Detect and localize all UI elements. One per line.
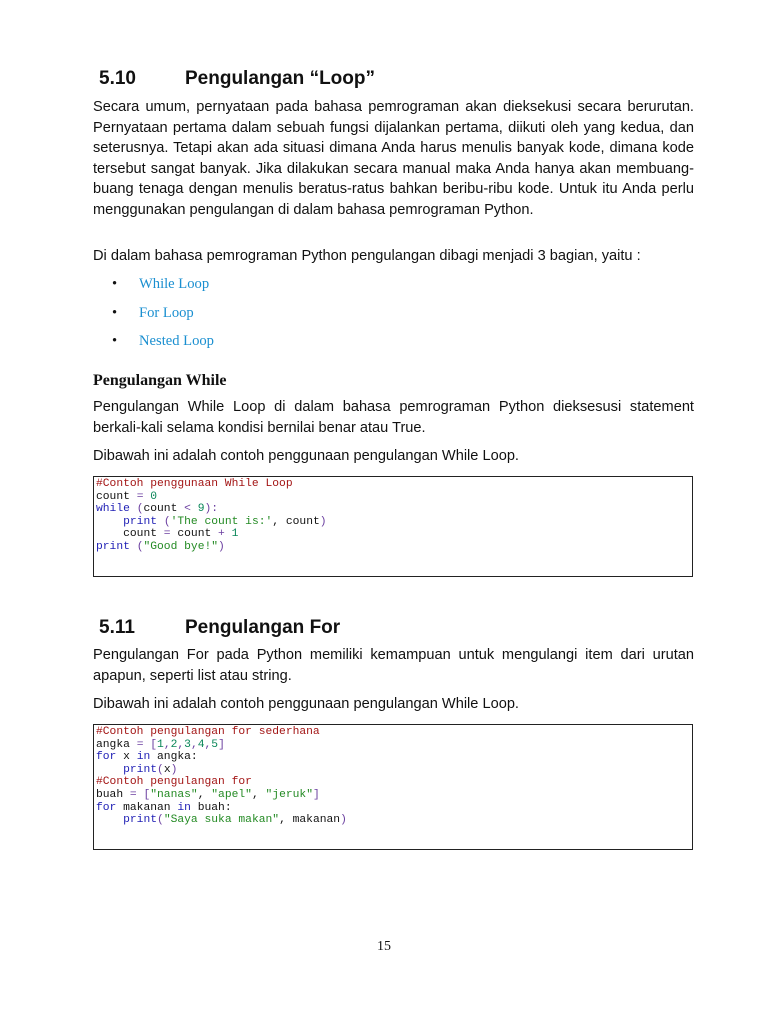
code-token: ]	[218, 738, 225, 751]
code-token: x	[116, 751, 137, 764]
code-token: =	[129, 788, 137, 801]
division-paragraph: Di dalam bahasa pemrograman Python pengulangan dibagi menjadi 3 bagian, yaitu :	[93, 248, 641, 264]
code-token: 1	[231, 528, 239, 541]
code-token: +	[218, 528, 225, 541]
code-token: print	[123, 515, 158, 528]
code-token	[96, 764, 123, 776]
code-token: count	[96, 528, 164, 541]
subheading-while: Pengulangan While	[93, 372, 227, 389]
code-line	[96, 739, 690, 752]
code-token: #Contoh pengulangan for sederhana	[96, 726, 320, 738]
while-paragraph: Pengulangan While Loop di dalam bahasa pemrograman Python dieksesusi statement berkali-kali selama kondisi bernilai benar atau True.	[93, 399, 694, 436]
code-token: 3	[184, 738, 191, 751]
code-token: ):	[204, 503, 219, 516]
code-line	[96, 776, 690, 789]
page-number: 15	[377, 939, 391, 954]
code-token: (	[163, 515, 171, 528]
code-token	[130, 541, 137, 553]
section-number: 5.10	[99, 68, 136, 89]
code-token: (	[136, 503, 144, 516]
section-title: Pengulangan “Loop”	[185, 68, 375, 89]
code-token: 2	[170, 738, 178, 751]
code-token: buah:	[190, 801, 232, 814]
code-token: x	[163, 763, 171, 776]
code-line	[96, 503, 690, 516]
code-line	[96, 789, 690, 802]
section-heading-5-11	[99, 617, 341, 639]
code-token: 4	[197, 738, 205, 751]
code-token: ,	[251, 788, 266, 801]
for-paragraph: Pengulangan For pada Python memiliki kemampuan untuk mengulangi item dari urutan apapun, seperti list atau string.	[93, 647, 694, 684]
code-token: print	[123, 814, 158, 827]
code-token: (	[136, 540, 144, 553]
while-example-intro: Dibawah ini adalah contoh penggunaan pengulangan While Loop.	[93, 448, 519, 464]
section-heading-5-10	[99, 68, 375, 90]
code-line	[96, 764, 690, 777]
code-token: angka	[96, 738, 137, 751]
code-token	[191, 503, 198, 515]
code-token: "jeruk"	[265, 788, 313, 801]
code-line	[96, 726, 690, 739]
code-token	[225, 528, 232, 540]
code-token: [	[143, 788, 151, 801]
for-code-block	[93, 724, 693, 850]
code-token: "nanas"	[150, 788, 198, 801]
bullet-icon: •	[112, 304, 118, 321]
code-token: "Good bye!"	[143, 540, 219, 553]
bullet-icon: •	[112, 333, 118, 349]
link-nested-loop[interactable]: Nested Loop	[139, 333, 214, 349]
code-token: #Contoh penggunaan While Loop	[96, 478, 293, 490]
code-token: in	[177, 801, 191, 814]
code-token: 5	[211, 738, 219, 751]
code-line	[96, 751, 690, 764]
code-token: )	[218, 540, 225, 553]
section-title: Pengulangan For	[185, 617, 341, 638]
code-token: <	[184, 503, 191, 516]
code-token: ,	[177, 738, 185, 751]
code-token: =	[136, 738, 144, 751]
code-token: 1	[157, 738, 164, 751]
code-token: angka:	[150, 751, 198, 764]
code-token: count	[143, 503, 185, 516]
code-token: #Contoh pengulangan for	[96, 776, 252, 789]
code-token: makanan	[116, 801, 178, 814]
code-line	[96, 528, 690, 541]
code-token: print	[96, 540, 130, 553]
code-token: ,	[204, 738, 212, 751]
code-token: )	[340, 814, 347, 827]
code-line	[96, 491, 690, 504]
code-token: [	[150, 738, 158, 751]
code-token: )	[170, 763, 178, 776]
code-line	[96, 478, 690, 491]
code-token: for	[96, 751, 117, 764]
code-token: 0	[150, 490, 158, 503]
code-token: ,	[197, 788, 212, 801]
code-token: ,	[163, 738, 171, 751]
code-token: print	[123, 763, 158, 776]
link-while-loop[interactable]: While Loop	[139, 276, 210, 292]
code-token	[157, 516, 164, 528]
for-example-intro: Dibawah ini adalah contoh penggunaan pengulangan While Loop.	[93, 696, 519, 712]
bullet-icon: •	[112, 276, 118, 292]
code-line	[96, 541, 690, 554]
while-code-block	[93, 476, 693, 577]
code-token: for	[96, 801, 117, 814]
section-number: 5.11	[99, 617, 135, 638]
code-token: "apel"	[211, 788, 252, 801]
code-token: ,	[190, 738, 198, 751]
code-token: , makanan	[279, 814, 341, 827]
intro-paragraph: Secara umum, pernyataan pada bahasa pemrograman akan dieksekusi secara berurutan. Pernyataan pertama dalam sebuah fungsi dijalankan pertama, diikuti oleh yang kedua, dan seterusnya. Tetapi akan ada situasi dimana Anda harus menulis banyak kode, dimana kode tersebut sangat banyak. Jika dilakukan secara manual maka Anda hanya akan membuang-buang tenaga dengan menulis beratus-ratus bahkan beribu-ribu kode. Untuk itu Anda perlu menggunakan pengulangan di dalam bahasa pemrograman Python.	[93, 99, 694, 218]
code-token	[96, 516, 123, 528]
code-token	[130, 503, 137, 515]
code-line	[96, 802, 690, 815]
code-token: while	[96, 503, 130, 516]
link-for-loop[interactable]: For Loop	[139, 304, 194, 321]
code-token: , count	[272, 515, 320, 528]
code-line	[96, 814, 690, 827]
code-token: 9	[197, 503, 205, 516]
code-token: 'The count is:'	[170, 515, 273, 528]
code-token	[96, 814, 123, 826]
code-token: =	[136, 490, 144, 503]
code-token: (	[157, 763, 164, 776]
code-token: buah	[96, 788, 130, 801]
code-token: ]	[313, 788, 320, 801]
code-token: count	[96, 490, 137, 503]
code-token: (	[157, 814, 164, 827]
code-token: "Saya suka makan"	[163, 814, 280, 827]
code-token: in	[136, 751, 151, 764]
code-line	[96, 516, 690, 529]
code-token: )	[319, 515, 327, 528]
code-token: count	[170, 528, 219, 541]
code-token: =	[163, 528, 171, 541]
